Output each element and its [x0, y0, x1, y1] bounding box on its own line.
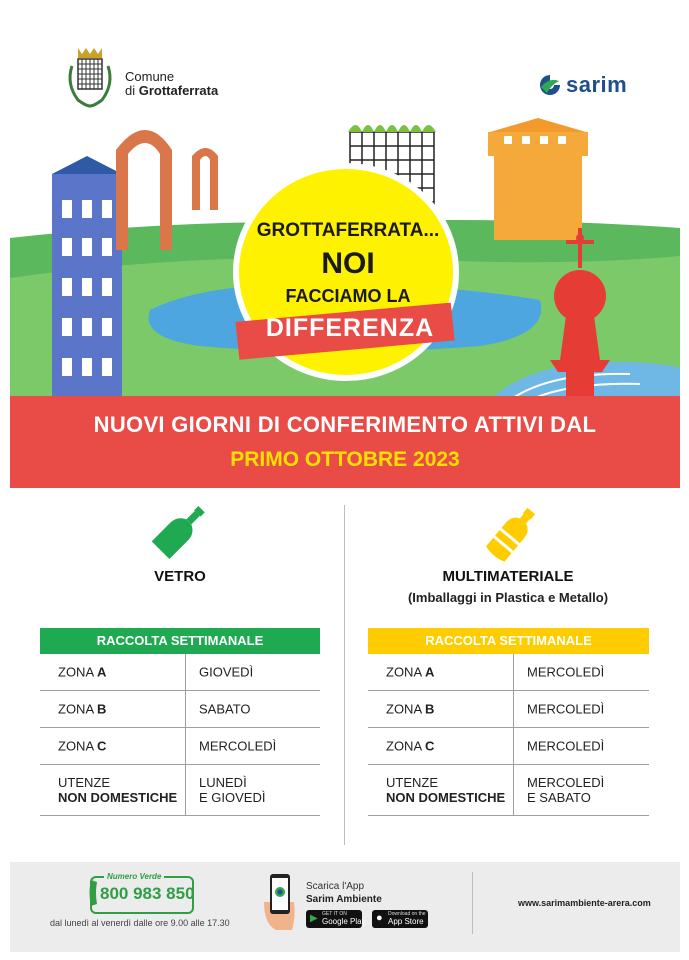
zone-label: ZONA — [58, 738, 98, 754]
zone-letter: C — [97, 738, 107, 754]
collection-day: SABATO — [199, 701, 251, 717]
google-play-button[interactable] — [306, 910, 366, 928]
zone-label: ZONA — [58, 701, 98, 717]
google-play-small: GET IT ON — [322, 911, 347, 917]
non-domestiche-label: NON DOMESTICHE — [386, 790, 506, 805]
announcement-band — [10, 396, 680, 488]
zone-label: ZONA — [386, 701, 426, 717]
collection-day: MERCOLEDÌ — [527, 738, 605, 754]
footer-divider — [472, 872, 473, 934]
announcement-line1: NUOVI GIORNI DI CONFERIMENTO ATTIVI DAL — [93, 412, 597, 437]
utenze-label: UTENZE — [386, 775, 438, 790]
hero-line2: NOI — [321, 247, 375, 280]
table-row — [368, 728, 649, 765]
zone-letter: C — [425, 738, 435, 754]
non-domestiche-label: NON DOMESTICHE — [58, 790, 178, 805]
app-store-label: App Store — [388, 917, 424, 926]
google-play-label: Google Play — [322, 917, 366, 926]
collection-day: LUNEDÌ — [199, 775, 247, 790]
table-row — [368, 654, 649, 691]
collection-day: MERCOLEDÌ — [199, 738, 277, 754]
table-row — [40, 728, 320, 765]
zone-letter: B — [97, 701, 107, 717]
vetro-title: VETRO — [154, 568, 206, 585]
app-download-label: Scarica l'App — [306, 881, 365, 892]
multimateriale-subtitle: (Imballaggi in Plastica e Metallo) — [407, 590, 609, 605]
numero-verde-label: Numero Verde — [104, 872, 164, 881]
zone-label: ZONA — [386, 738, 426, 754]
vetro-table-header: RACCOLTA SETTIMANALE — [40, 628, 320, 654]
numero-verde-number[interactable]: 800 983 850 — [100, 884, 195, 903]
website-link[interactable]: www.sarimambiente-arera.com — [518, 898, 651, 908]
sarim-logo-icon — [537, 73, 563, 97]
sarim-brand: sarim — [566, 72, 628, 97]
comune-name — [125, 70, 218, 98]
phone-icon — [88, 878, 100, 908]
announcement-line2: PRIMO OTTOBRE 2023 — [230, 448, 460, 471]
bottle-icon — [148, 500, 212, 560]
hours-text: dal lunedì al venerdì dalle ore 9.00 alle 17.30 — [50, 918, 230, 928]
comune-line1: Comune — [125, 69, 175, 84]
collection-day: MERCOLEDÌ — [527, 775, 605, 790]
collection-day: GIOVEDÌ — [199, 664, 254, 680]
table-row — [368, 691, 649, 728]
table-row — [40, 654, 320, 691]
phone-hand-icon — [262, 872, 298, 932]
table-row — [40, 691, 320, 728]
table-row — [40, 765, 320, 816]
comune-prefix: di — [125, 83, 139, 98]
collection-day: MERCOLEDÌ — [527, 701, 605, 717]
zone-label: ZONA — [386, 664, 426, 680]
plastic-bottle-icon — [480, 504, 544, 564]
app-store-small: Download on the — [388, 911, 426, 917]
hero-line4: DIFFERENZA — [265, 314, 435, 342]
comune-crest-icon — [64, 44, 116, 108]
hero-line3: FACCIAMO LA — [285, 286, 411, 306]
zone-letter: A — [425, 664, 435, 680]
collection-day: MERCOLEDÌ — [527, 664, 605, 680]
app-name: Sarim Ambiente — [306, 894, 382, 905]
app-store-button[interactable] — [372, 910, 428, 928]
utenze-label: UTENZE — [58, 775, 110, 790]
zone-label: ZONA — [58, 664, 98, 680]
collection-day: E SABATO — [527, 790, 591, 805]
multimateriale-title: MULTIMATERIALE — [442, 568, 574, 585]
hero-line1: GROTTAFERRATA... — [256, 220, 440, 241]
collection-day: E GIOVEDÌ — [199, 790, 266, 805]
zone-letter: B — [425, 701, 435, 717]
multimateriale-table-header: RACCOLTA SETTIMANALE — [368, 628, 649, 654]
google-play-icon: ▶ — [310, 913, 318, 924]
apple-icon: ● — [376, 912, 383, 924]
zone-letter: A — [97, 664, 107, 680]
column-divider — [344, 505, 345, 845]
comune-city: Grottaferrata — [138, 83, 219, 98]
table-row — [368, 765, 649, 816]
